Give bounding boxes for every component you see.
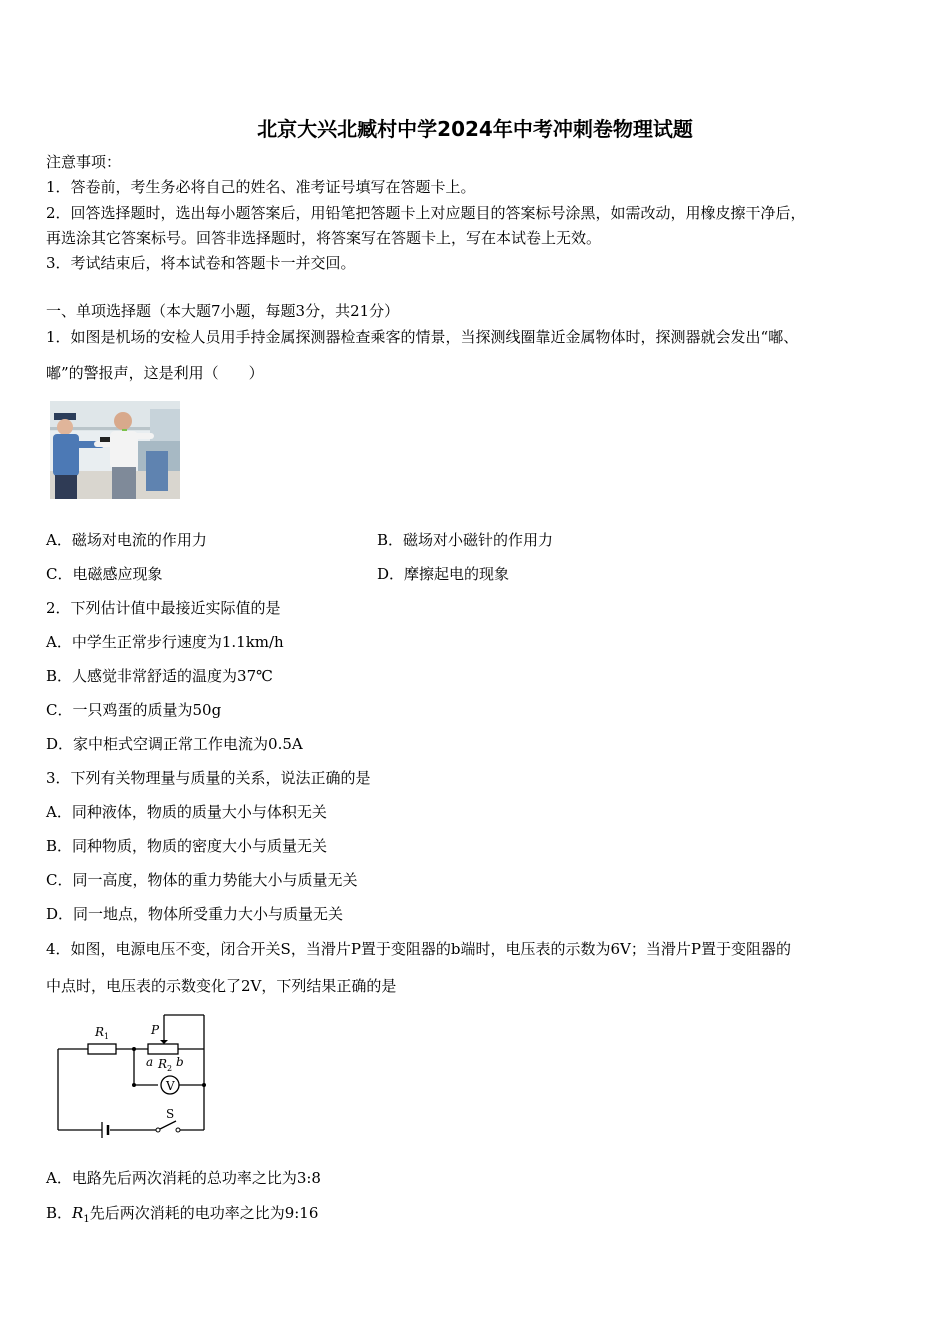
terminal-a-label: a	[146, 1055, 154, 1069]
q4-stem-cont: 中点时，电压表的示数变化了2V，下列结果正确的是	[46, 977, 397, 995]
slider-p-label: P	[151, 1023, 160, 1037]
q4-option-b-prefix: B．	[46, 1204, 73, 1222]
section-heading: 一、单项选择题（本大题7小题，每题3分，共21分）	[46, 302, 400, 320]
circuit-diagram	[52, 1010, 214, 1145]
q1-stem: 1．如图是机场的安检人员用手持金属探测器检查乘客的情景，当探测线圈靠近金属物体时，探测器就会发出“嘟、	[46, 328, 799, 346]
r2-label: R	[158, 1057, 168, 1071]
q1-option-a: A．磁场对电流的作用力	[46, 531, 207, 549]
q2-option-c: C．一只鸡蛋的质量为50g	[46, 701, 222, 719]
q4-option-a: A．电路先后两次消耗的总功率之比为3:8	[46, 1169, 321, 1187]
resistor-r1	[88, 1044, 116, 1054]
page-title: 北京大兴北臧村中学2024年中考冲刺卷物理试题	[257, 117, 693, 141]
r2-subscript: 2	[167, 1064, 173, 1073]
terminal-b-label: b	[176, 1055, 184, 1069]
notice-heading: 注意事项：	[46, 153, 122, 171]
switch-s	[160, 1121, 176, 1129]
q4-option-b-var: R	[72, 1204, 84, 1222]
q2-option-b: B．人感觉非常舒适的温度为37℃	[46, 667, 273, 685]
q1-stem-cont: 嘟”的警报声，这是利用（ ）	[46, 364, 264, 382]
notice-item: 3．考试结束后，将本试卷和答题卡一并交回。	[46, 254, 356, 272]
notice-item: 1．答卷前，考生务必将自己的姓名、准考证号填写在答题卡上。	[46, 178, 476, 196]
q2-option-d: D．家中柜式空调正常工作电流为0.5A	[46, 735, 303, 753]
notice-item: 再选涂其它答案标号。回答非选择题时，将答案写在答题卡上，写在本试卷上无效。	[46, 229, 602, 247]
rheostat-r2	[148, 1044, 178, 1054]
q3-option-b: B．同种物质，物质的密度大小与质量无关	[46, 837, 328, 855]
q2-stem: 2．下列估计值中最接近实际值的是	[46, 599, 281, 617]
security-check-photo	[50, 401, 180, 499]
voltmeter-label: V	[166, 1079, 175, 1093]
q3-stem: 3．下列有关物理量与质量的关系，说法正确的是	[46, 769, 371, 787]
q3-option-d: D．同一地点，物体所受重力大小与质量无关	[46, 905, 344, 923]
q3-option-a: A．同种液体，物质的质量大小与体积无关	[46, 803, 327, 821]
q4-option-b-text: 先后两次消耗的电功率之比为9:16	[89, 1204, 319, 1222]
q1-option-c: C．电磁感应现象	[46, 565, 163, 583]
switch-s-label: S	[166, 1107, 175, 1121]
q1-option-b: B．磁场对小磁针的作用力	[377, 531, 554, 549]
q3-option-c: C．同一高度，物体的重力势能大小与质量无关	[46, 871, 358, 889]
q4-option-b	[46, 1203, 318, 1230]
q1-option-d: D．摩擦起电的现象	[377, 565, 510, 583]
r1-label: R	[95, 1025, 105, 1039]
q2-option-a: A．中学生正常步行速度为1.1km/h	[46, 633, 284, 651]
q4-stem: 4．如图，电源电压不变，闭合开关S，当滑片P置于变阻器的b端时，电压表的示数为6V；当滑片P置于变阻器的	[46, 940, 791, 958]
notice-item: 2．回答选择题时，选出每小题答案后，用铅笔把答题卡上对应题目的答案标号涂黑，如需改动，用橡皮擦干净后，	[46, 204, 806, 222]
r1-subscript: 1	[104, 1032, 110, 1041]
q4-option-b-sub: 1	[83, 1214, 90, 1225]
